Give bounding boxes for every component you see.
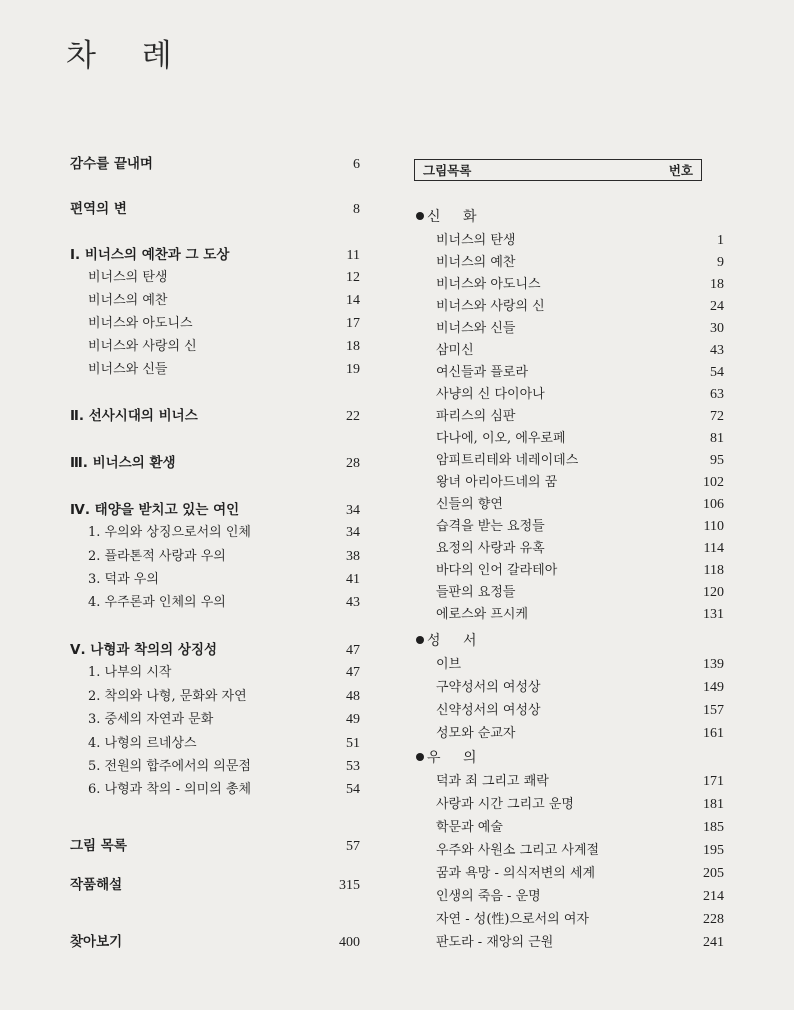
figure-title: 들판의 요정들	[436, 585, 516, 600]
toc-subentry	[70, 661, 360, 681]
figure-number: 110	[703, 519, 724, 534]
figure-number: 9	[717, 255, 724, 270]
toc-subentry-title: 비너스의 예찬	[88, 293, 168, 308]
toc-entry-page: 43	[346, 595, 360, 610]
figure-number: 18	[710, 277, 724, 292]
toc-subentry-title: 3. 중세의 자연과 문화	[88, 712, 214, 727]
figure-title: 이브	[436, 657, 462, 672]
toc-entry-page: 400	[339, 935, 360, 950]
figure-title: 꿈과 욕망 - 의식저변의 세계	[436, 866, 596, 881]
figure-row	[436, 908, 724, 928]
figure-title: 비너스와 아도니스	[436, 277, 541, 292]
toc-subentry	[70, 358, 360, 378]
toc-subentry	[70, 732, 360, 752]
bullet-icon	[416, 636, 424, 644]
figure-row	[436, 699, 724, 719]
figure-title: 왕녀 아리아드네의 꿈	[436, 475, 558, 490]
figure-row	[436, 885, 724, 905]
figure-row	[436, 653, 724, 673]
figure-row	[436, 676, 724, 696]
figure-title: 인생의 죽음 - 운명	[436, 889, 541, 904]
figure-row	[436, 816, 724, 836]
toc-chapter	[70, 243, 360, 264]
figure-title: 바다의 인어 갈라테아	[436, 563, 558, 578]
figure-number: 24	[710, 299, 724, 314]
toc-subentry	[70, 335, 360, 355]
figure-title: 덕과 죄 그리고 쾌락	[436, 774, 549, 789]
toc-subentry	[70, 708, 360, 728]
figure-row	[436, 471, 724, 491]
toc-subentry	[70, 778, 360, 798]
bullet-icon	[416, 212, 424, 220]
figure-number: 63	[710, 387, 724, 402]
toc-subentry	[70, 591, 360, 611]
toc-subentry-title: 비너스와 사랑의 신	[88, 339, 197, 354]
toc-subentry-title: 비너스의 탄생	[88, 270, 168, 285]
toc-entry-title: 찾아보기	[70, 934, 123, 950]
figure-row	[436, 581, 724, 601]
figure-number: 214	[703, 889, 724, 904]
toc-subentry-title: 1. 나부의 시작	[88, 665, 172, 680]
figure-number: 149	[703, 680, 724, 695]
figure-title: 요정의 사랑과 유혹	[436, 541, 545, 556]
toc-entry	[70, 873, 360, 894]
toc-entry-page: 6	[353, 157, 360, 172]
toc-entry-page: 47	[346, 643, 360, 658]
figure-row	[436, 229, 724, 249]
toc-subentry	[70, 755, 360, 775]
toc-entry-page: 17	[346, 316, 360, 331]
toc-entry-page: 28	[346, 456, 360, 471]
toc-subentry-title: 1. 우의와 상징으로서의 인체	[88, 525, 251, 540]
figure-title: 신약성서의 여성상	[436, 703, 541, 718]
toc-chapter	[70, 451, 360, 472]
figure-section-name: 우 의	[427, 750, 486, 766]
toc-chapter	[70, 498, 360, 519]
figure-title: 구약성서의 여성상	[436, 680, 541, 695]
bullet-icon	[416, 753, 424, 761]
figure-title: 사랑과 시간 그리고 운명	[436, 797, 574, 812]
figure-title: 성모와 순교자	[436, 726, 516, 741]
toc-subentry-title: 비너스와 신들	[88, 362, 168, 377]
figure-number: 181	[703, 797, 724, 812]
figure-list-header-label: 그림목록	[423, 163, 472, 178]
figure-row	[436, 317, 724, 337]
figure-row	[436, 449, 724, 469]
toc-entry-page: 8	[353, 202, 360, 217]
figure-row	[436, 839, 724, 859]
toc-chapter	[70, 638, 360, 659]
figure-number: 171	[703, 774, 724, 789]
page-title: 차 례	[66, 38, 190, 74]
toc-subentry	[70, 545, 360, 565]
toc-entry-page: 48	[346, 689, 360, 704]
toc-subentry-title: 2. 착의와 나형, 문화와 자연	[88, 689, 247, 704]
figure-title: 비너스와 신들	[436, 321, 516, 336]
figure-number: 205	[703, 866, 724, 881]
toc-chapter-title: Ⅲ. 비너스의 환생	[70, 455, 176, 471]
figure-row	[436, 515, 724, 535]
figure-row	[436, 273, 724, 293]
figure-title: 우주와 사원소 그리고 사계절	[436, 843, 600, 858]
figure-list-header	[414, 159, 702, 181]
figure-number: 81	[710, 431, 724, 446]
figure-number: 43	[710, 343, 724, 358]
toc-entry-page: 34	[346, 503, 360, 518]
toc-subentry	[70, 685, 360, 705]
toc-entry	[70, 824, 360, 855]
figure-number: 95	[710, 453, 724, 468]
figure-number: 102	[703, 475, 724, 490]
toc-subentry	[70, 266, 360, 286]
toc-chapter	[70, 404, 360, 425]
toc-subentry-title: 비너스와 아도니스	[88, 316, 193, 331]
toc-entry-page: 53	[346, 759, 360, 774]
toc-subentry	[70, 312, 360, 332]
figure-title: 비너스의 예찬	[436, 255, 516, 270]
toc-entry-page: 315	[339, 878, 360, 893]
figure-row	[436, 405, 724, 425]
figure-number: 106	[703, 497, 724, 512]
toc-entry-page: 12	[346, 270, 360, 285]
figure-row	[436, 862, 724, 882]
toc-entry-page: 18	[346, 339, 360, 354]
figure-section-heading	[416, 206, 486, 226]
toc-entry-page: 49	[346, 712, 360, 727]
toc-entry-page: 47	[346, 665, 360, 680]
figure-title: 에로스와 프시케	[436, 607, 529, 622]
figure-row	[436, 339, 724, 359]
toc-subentry-title: 5. 전원의 합주에서의 의문점	[88, 759, 251, 774]
figure-title: 자연 - 성(性)으로서의 여자	[436, 912, 589, 927]
toc-subentry	[70, 289, 360, 309]
figure-number: 72	[710, 409, 724, 424]
figure-title: 습격을 받는 요정들	[436, 519, 545, 534]
figure-number: 161	[703, 726, 724, 741]
figure-title: 삼미신	[436, 343, 474, 358]
figure-row	[436, 361, 724, 381]
figure-number: 120	[703, 585, 724, 600]
toc-subentry-title: 3. 덕과 우의	[88, 572, 159, 587]
figure-number: 185	[703, 820, 724, 835]
figure-title: 암피트리테와 네레이데스	[436, 453, 579, 468]
figure-number: 157	[703, 703, 724, 718]
figure-number: 118	[703, 563, 724, 578]
figure-row	[436, 493, 724, 513]
figure-row	[436, 537, 724, 557]
figure-section-heading	[416, 630, 486, 650]
figure-number: 241	[703, 935, 724, 950]
toc-entry-page: 38	[346, 549, 360, 564]
figure-row	[436, 603, 724, 623]
figure-section-name: 신 화	[427, 209, 486, 225]
figure-title: 학문과 예술	[436, 820, 503, 835]
figure-section-name: 성 서	[427, 633, 486, 649]
figure-row	[436, 770, 724, 790]
figure-title: 여신들과 플로라	[436, 365, 529, 380]
figure-title: 판도라 - 재앙의 근원	[436, 935, 554, 950]
toc-entry-title: 그림 목록	[70, 838, 127, 854]
figure-section-heading	[416, 747, 486, 767]
toc-chapter-title: Ⅳ. 태양을 받치고 있는 여인	[70, 502, 240, 518]
figure-title: 파리스의 심판	[436, 409, 516, 424]
toc-entry-page: 51	[346, 736, 360, 751]
figure-title: 다나에, 이오, 에우로페	[436, 431, 566, 446]
figure-number: 114	[703, 541, 724, 556]
figure-title: 신들의 향연	[436, 497, 503, 512]
toc-entry-page: 34	[346, 525, 360, 540]
toc-subentry	[70, 521, 360, 541]
toc-entry-page: 14	[346, 293, 360, 308]
figure-title: 비너스와 사랑의 신	[436, 299, 545, 314]
toc-entry-page: 11	[346, 248, 360, 263]
toc-entry-page: 54	[346, 782, 360, 797]
toc-chapter-title: Ⅰ. 비너스의 예찬과 그 도상	[70, 247, 230, 263]
figure-row	[436, 383, 724, 403]
figure-number: 54	[710, 365, 724, 380]
toc-entry	[70, 920, 360, 951]
toc-chapter-title: Ⅴ. 나형과 착의의 상징성	[70, 642, 218, 658]
toc-entry-page: 57	[346, 839, 360, 854]
figure-title: 사냥의 신 다이아나	[436, 387, 545, 402]
toc-entry	[70, 152, 360, 173]
figure-row	[436, 931, 724, 951]
figure-number: 228	[703, 912, 724, 927]
toc-entry-title: 감수를 끝내며	[70, 156, 153, 172]
figure-row	[436, 427, 724, 447]
figure-row	[436, 251, 724, 271]
toc-subentry-title: 4. 우주론과 인체의 우의	[88, 595, 226, 610]
figure-list-header-number: 번호	[668, 163, 693, 178]
figure-number: 30	[710, 321, 724, 336]
toc-subentry-title: 2. 플라톤적 사랑과 우의	[88, 549, 226, 564]
figure-number: 195	[703, 843, 724, 858]
figure-number: 139	[703, 657, 724, 672]
toc-chapter-title: Ⅱ. 선사시대의 비너스	[70, 408, 198, 424]
figure-row	[436, 722, 724, 742]
toc-entry-title: 편역의 변	[70, 201, 127, 217]
toc-subentry-title: 6. 나형과 착의 - 의미의 총체	[88, 782, 252, 797]
figure-number: 1	[717, 233, 724, 248]
toc-entry-page: 19	[346, 362, 360, 377]
toc-entry-page: 22	[346, 409, 360, 424]
toc-entry	[70, 197, 360, 218]
figure-list	[414, 0, 724, 1010]
toc-subentry	[70, 568, 360, 588]
figure-title: 비너스의 탄생	[436, 233, 516, 248]
figure-row	[436, 295, 724, 315]
toc-entry-title: 작품해설	[70, 877, 123, 893]
toc-subentry-title: 4. 나형의 르네상스	[88, 736, 197, 751]
figure-row	[436, 793, 724, 813]
figure-number: 131	[703, 607, 724, 622]
figure-row	[436, 559, 724, 579]
toc-entry-page: 41	[346, 572, 360, 587]
